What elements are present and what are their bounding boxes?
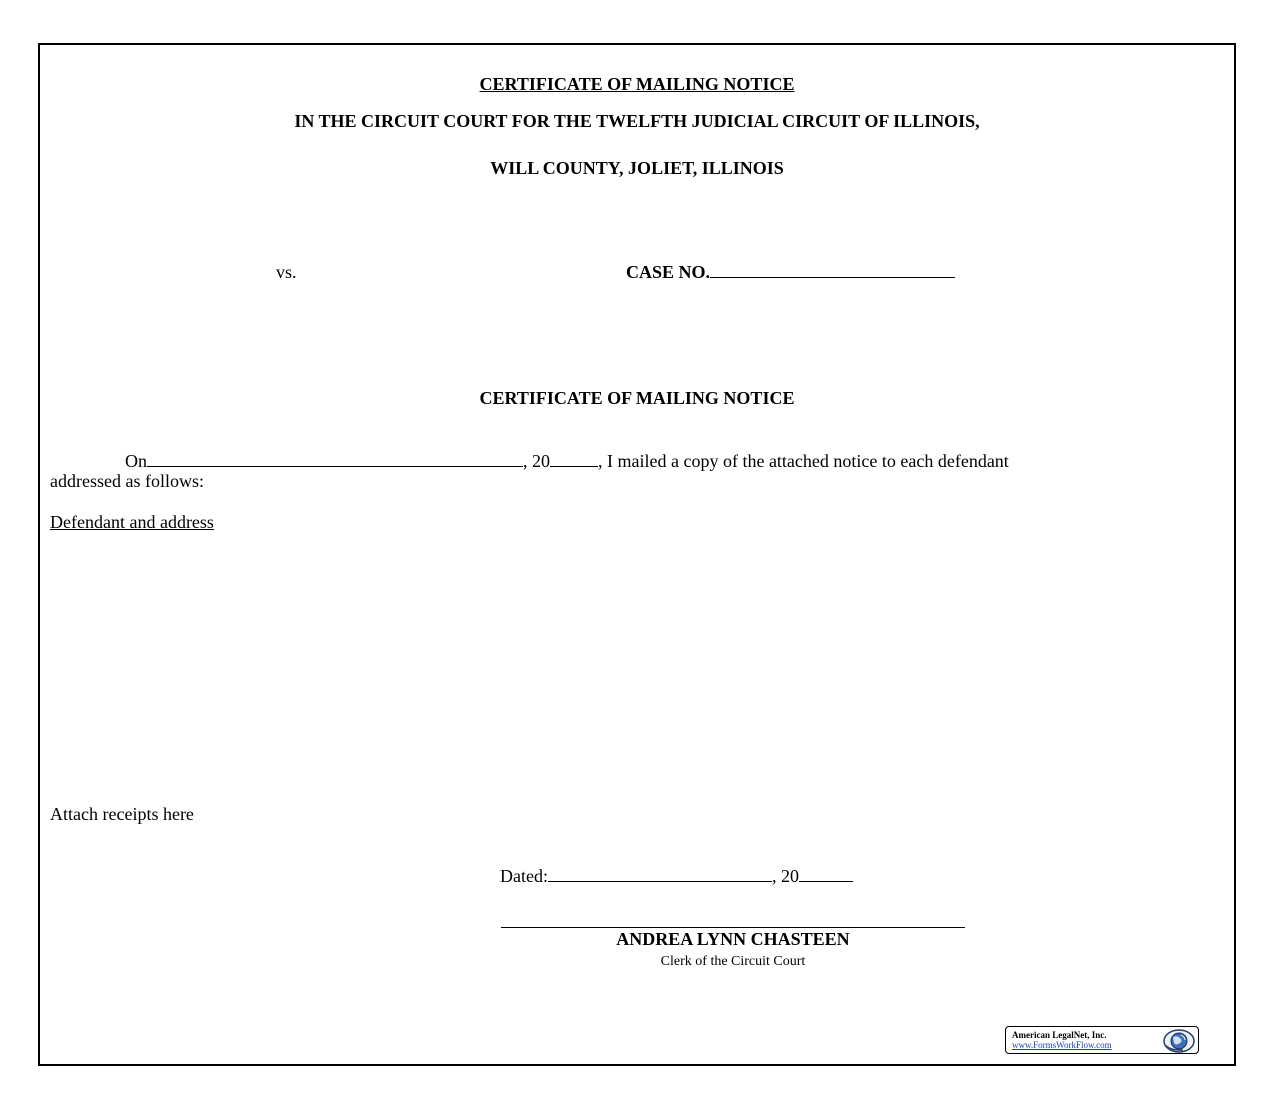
dated-date-field[interactable] [548, 867, 772, 882]
mailing-statement-line [125, 451, 1009, 471]
mailing-statement-cont: addressed as follows: [50, 471, 204, 491]
globe-icon [1161, 1029, 1195, 1053]
american-legalnet-badge[interactable] [1005, 1026, 1199, 1054]
vs-label: vs. [276, 262, 297, 282]
dated-year-field[interactable] [799, 867, 853, 882]
signature-line[interactable] [501, 927, 965, 928]
mailing-date-field[interactable] [147, 452, 523, 467]
clerk-title: Clerk of the Circuit Court [660, 954, 806, 969]
on-label: On [125, 451, 147, 471]
case-number-label: CASE NO. [626, 262, 711, 282]
badge-company: American LegalNet, Inc. [1012, 1030, 1107, 1040]
form-title: CERTIFICATE OF MAILING NOTICE [479, 74, 795, 94]
badge-url-link[interactable]: www.FormsWorkFlow.com [1012, 1040, 1112, 1050]
dated-label: Dated: [500, 866, 548, 886]
dated-year-prefix: , 20 [771, 866, 799, 886]
clerk-name: ANDREA LYNN CHASTEEN [616, 929, 850, 949]
attach-receipts-label: Attach receipts here [50, 804, 194, 824]
case-number-row [626, 262, 955, 282]
defendant-heading: Defendant and address [50, 512, 214, 532]
mailing-statement: , I mailed a copy of the attached notice to each defendant [598, 451, 1009, 471]
form-frame [38, 43, 1236, 1066]
year-prefix: , 20 [523, 451, 550, 471]
court-line: IN THE CIRCUIT COURT FOR THE TWELFTH JUDICIAL CIRCUIT OF ILLINOIS, [294, 111, 980, 131]
section-title: CERTIFICATE OF MAILING NOTICE [479, 388, 795, 408]
county-line: WILL COUNTY, JOLIET, ILLINOIS [490, 158, 784, 178]
mailing-year-field[interactable] [550, 452, 598, 467]
dated-line [500, 866, 853, 886]
case-number-field[interactable] [710, 263, 955, 278]
